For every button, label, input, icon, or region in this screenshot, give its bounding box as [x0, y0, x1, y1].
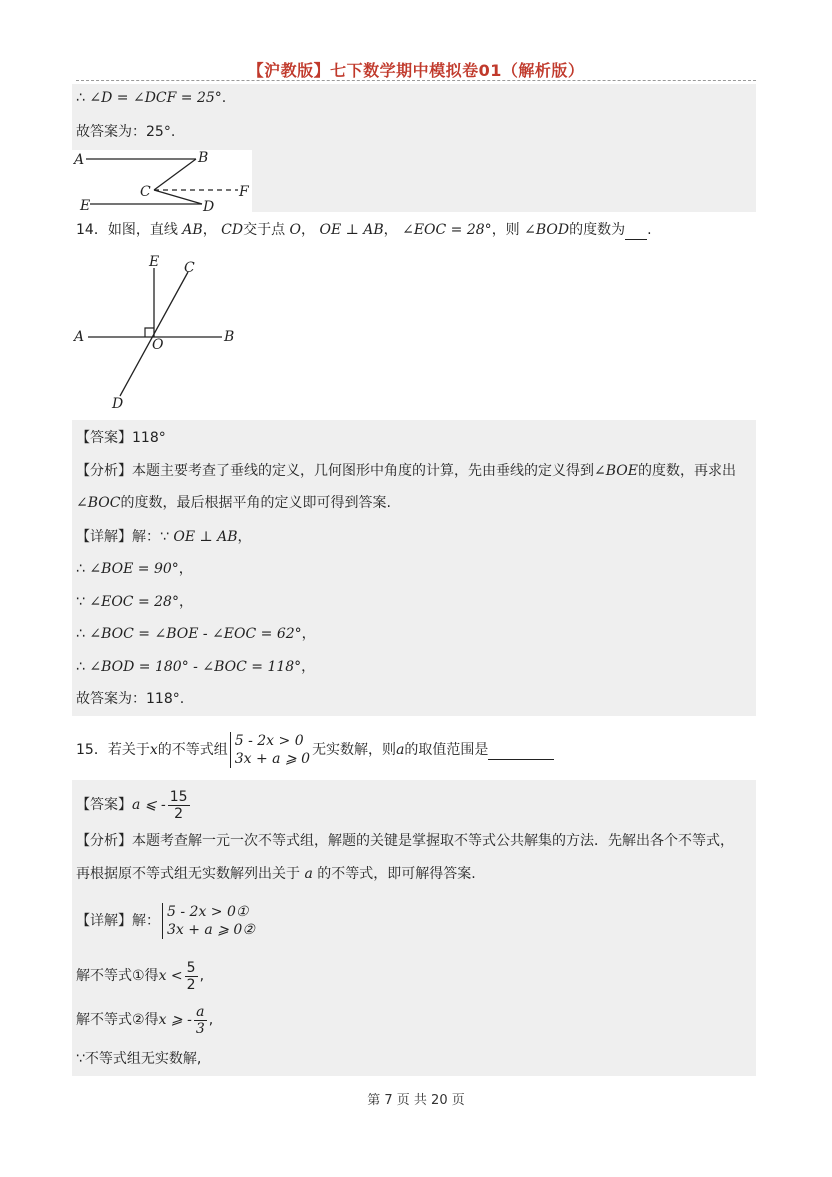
prev-label-d: D [203, 199, 215, 212]
q14-label-o: O [152, 337, 164, 353]
prev-label-c: C [140, 184, 151, 200]
q15-analysis-2: 再根据原不等式组无实数解列出关于 a 的不等式，即可解得答案. [76, 866, 476, 882]
prev-figure [72, 150, 252, 212]
prev-label-f: F [239, 184, 249, 200]
q14-step-4: ∴ ∠BOC = ∠BOE - ∠EOC = 62°， [76, 626, 316, 642]
header-divider [76, 80, 756, 81]
q14-answer-blank [625, 239, 647, 240]
q14-answer: 【答案】118° [76, 430, 166, 446]
q15-solve1-fraction: $\frac{5}{2}$ [186, 959, 196, 993]
q14-label-b: B [224, 329, 235, 345]
q15-last-line: ∵不等式组无实数解, [76, 1051, 202, 1067]
q15-inequality-system: 5 - 2x > 0 3x + a ⩾ 0 [230, 732, 310, 768]
q15-answer-fraction: $\frac{15}{2}$ [169, 788, 188, 822]
q14-analysis-1: 【分析】本题主要考查了垂线的定义，几何图形中角度的计算，先由垂线的定义得到∠BOE的度数，再求出 [76, 463, 736, 479]
q14-analysis-2: ∠BOC的度数，最后根据平角的定义即可得到答案. [76, 495, 391, 511]
q15-stem: 15．若关于x的不等式组5 - 2x > 0 3x + a ⩾ 0无实数解，则a的取值范围是 [76, 730, 554, 770]
q15-detail-system: 5 - 2x > 0① 3x + a ⩾ 0② [162, 903, 255, 939]
q14-label-c: C [184, 260, 195, 276]
q14-step-2: ∴ ∠BOE = 90°， [76, 561, 193, 577]
q14-label-d: D [112, 396, 124, 412]
q15-analysis-1: 【分析】本题考查解一元一次不等式组，解题的关键是掌握取不等式公共解集的方法．先解出各个不等式， [76, 833, 734, 849]
q14-label-e: E [149, 254, 160, 270]
q15-solve2-fraction: $\frac{a}{3}$ [195, 1003, 205, 1037]
prev-label-e: E [80, 198, 91, 212]
q15-detail: 【详解】解：5 - 2x > 0① 3x + a ⩾ 0② [76, 904, 255, 938]
document-header: 【沪教版】七下数学期中模拟卷01（解析版） [247, 61, 585, 80]
page-footer: 第 7 页 共 20 页 [367, 1093, 465, 1108]
prev-label-a: A [74, 152, 85, 168]
q14-stem: 14．如图，直线 AB， CD交于点 O， OE ⊥ AB， ∠EOC = 28°，则 ∠BOD的度数为 . [76, 222, 652, 238]
q15-answer-blank [488, 759, 554, 760]
prev-label-b: B [198, 150, 209, 166]
prev-line-2: 故答案为：25°. [76, 124, 176, 140]
q14-figure [70, 250, 250, 415]
q14-step-3: ∵ ∠EOC = 28°， [76, 594, 193, 610]
q14-detail-1: 【详解】解：∵ OE ⊥ AB， [76, 529, 252, 545]
q14-step-5: ∴ ∠BOD = 180° - ∠BOC = 118°， [76, 659, 316, 675]
q15-answer: 【答案】a ⩽ - $\frac{15}{2}$ [76, 788, 188, 822]
q15-solve-2: 解不等式②得x ⩾ - $\frac{a}{3}$ , [76, 1003, 214, 1037]
q14-label-a: A [74, 329, 85, 345]
q14-final: 故答案为：118°. [76, 691, 185, 707]
q15-solve-1: 解不等式①得x < $\frac{5}{2}$ , [76, 959, 205, 993]
prev-line-1: ∴ ∠D = ∠DCF = 25°. [76, 90, 227, 106]
